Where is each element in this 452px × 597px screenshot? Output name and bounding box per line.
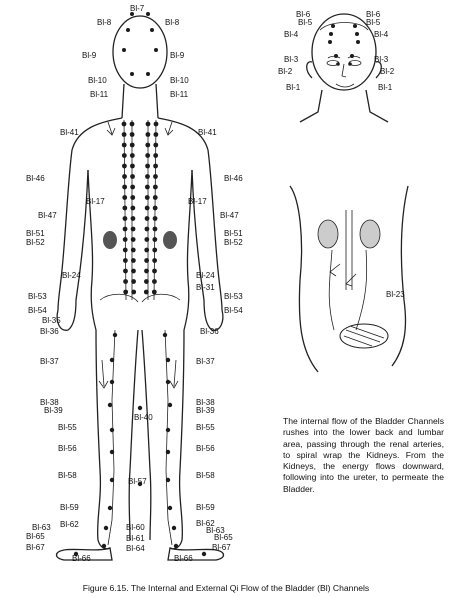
back-label-bl-9: Bl-9 — [82, 51, 97, 60]
back-label-bl-54: Bl-54 — [28, 306, 47, 315]
acupoint-dot — [166, 380, 170, 384]
acupoint-dot — [144, 290, 149, 295]
back-label-bl-64: Bl-64 — [126, 544, 145, 553]
back-label-bl-56: Bl-56 — [196, 444, 215, 453]
back-label-bl-59: Bl-59 — [196, 503, 215, 512]
acupoint-dot — [130, 164, 135, 169]
acupoint-dot — [166, 478, 170, 482]
acupoint-dot — [123, 227, 128, 232]
back-label-bl-66: Bl-66 — [174, 554, 193, 563]
back-label-bl-53: Bl-53 — [28, 292, 47, 301]
left-kidney-mark — [103, 231, 117, 249]
acupoint-dot — [130, 143, 135, 148]
acupoint-dot — [130, 174, 135, 179]
back-label-bl-62: Bl-62 — [60, 520, 79, 529]
back-label-bl-65: Bl-65 — [214, 533, 233, 542]
acupoint-dot — [145, 153, 150, 158]
acupoint-dot — [123, 258, 128, 263]
acupoint-dot — [145, 174, 150, 179]
acupoint-dot — [131, 269, 136, 274]
acupoint-dot — [110, 478, 114, 482]
acupoint-dot — [145, 206, 150, 211]
back-label-bl-36: Bl-36 — [40, 327, 59, 336]
back-label-bl-41: Bl-41 — [60, 128, 79, 137]
acupoint-dot — [123, 237, 128, 242]
acupoint-dot — [122, 122, 127, 127]
right-kidney-mark — [163, 231, 177, 249]
back-label-bl-52: Bl-52 — [224, 238, 243, 247]
acupoint-dot — [145, 227, 150, 232]
acupoint-dot — [152, 269, 157, 274]
back-label-bl-11: Bl-11 — [170, 90, 189, 99]
back-label-bl-51: Bl-51 — [26, 229, 45, 238]
acupoint-dot — [154, 122, 159, 127]
back-label-bl-59: Bl-59 — [60, 503, 79, 512]
back-label-bl-65: Bl-65 — [26, 532, 45, 541]
acupoint-dot — [146, 122, 151, 127]
acupoint-dot — [153, 227, 158, 232]
acupoint-dot — [144, 248, 149, 253]
acupoint-dot — [123, 248, 128, 253]
back-label-bl-17: Bl-17 — [188, 197, 207, 206]
head-label-bl-4: Bl-4 — [284, 30, 299, 39]
back-label-bl-51: Bl-51 — [224, 229, 243, 238]
acupoint-dot — [152, 290, 157, 295]
acupoint-dot — [172, 526, 176, 530]
internal-label-bl-23: Bl-23 — [386, 290, 405, 299]
acupoint-dot — [168, 403, 172, 407]
acupoint-dot — [153, 164, 158, 169]
acupoint-dot — [123, 269, 128, 274]
acupoint-dot — [153, 216, 158, 221]
acupoint-dot — [122, 195, 127, 200]
back-label-bl-40: Bl-40 — [134, 413, 153, 422]
back-label-bl-10: Bl-10 — [170, 76, 189, 85]
acupoint-dot — [153, 185, 158, 190]
back-label-bl-67: Bl-67 — [212, 543, 231, 552]
acupoint-dot — [174, 544, 178, 548]
acupoint-dot — [202, 552, 206, 556]
acupoint-dot — [152, 248, 157, 253]
acupoint-dot — [130, 72, 134, 76]
acupoint-dot — [152, 258, 157, 263]
back-label-bl-39: Bl-39 — [44, 406, 63, 415]
acupoint-dot — [122, 143, 127, 148]
acupoint-dot — [122, 206, 127, 211]
acupoint-dot — [130, 206, 135, 211]
back-label-bl-9: Bl-9 — [170, 51, 185, 60]
back-label-bl-41: Bl-41 — [198, 128, 217, 137]
acupoint-dot — [102, 544, 106, 548]
acupoint-dot — [150, 28, 154, 32]
acupoint-dot — [131, 216, 136, 221]
back-label-bl-37: Bl-37 — [40, 357, 59, 366]
back-label-bl-67: Bl-67 — [26, 543, 45, 552]
kidney-right — [360, 220, 380, 248]
head-label-bl-5: Bl-5 — [298, 18, 313, 27]
kidney-left — [318, 220, 338, 248]
back-label-bl-52: Bl-52 — [26, 238, 45, 247]
back-label-bl-55: Bl-55 — [58, 423, 77, 432]
description-text: The internal flow of the Bladder Channels rushes into the lower back and lumbar area, passing through the renal arteries, to spiral wrap the Kidneys. From the Kidneys, the energy flows downward, following into the ureter, to permeate the Bladder. — [283, 416, 444, 494]
head-label-bl-3: Bl-3 — [284, 55, 299, 64]
back-label-bl-60: Bl-60 — [126, 523, 145, 532]
back-label-bl-58: Bl-58 — [58, 471, 77, 480]
acupoint-dot — [144, 269, 149, 274]
back-label-bl-38: Bl-38 — [40, 398, 59, 407]
head-label-bl-3: Bl-3 — [374, 55, 389, 64]
back-label-bl-47: Bl-47 — [220, 211, 239, 220]
acupoint-dot — [122, 132, 127, 137]
acupoint-dot — [138, 406, 142, 410]
acupoint-dot — [131, 290, 136, 295]
back-label-bl-35: Bl-35 — [42, 316, 61, 325]
acupoint-dot — [108, 506, 112, 510]
acupoint-dot — [131, 227, 136, 232]
acupoint-dot — [130, 122, 135, 127]
acupoint-dot — [153, 143, 158, 148]
back-label-bl-63: Bl-63 — [206, 526, 225, 535]
head-label-bl-5: Bl-5 — [366, 18, 381, 27]
acupoint-dot — [123, 290, 128, 295]
acupoint-dot — [123, 279, 128, 284]
back-label-bl-24: Bl-24 — [62, 271, 81, 280]
back-label-bl-8: Bl-8 — [97, 18, 112, 27]
back-label-bl-62: Bl-62 — [196, 519, 215, 528]
acupoint-dot — [113, 333, 117, 337]
acupoint-dot — [145, 143, 150, 148]
acupoint-dot — [104, 526, 108, 530]
head-label-bl-2: Bl-2 — [278, 67, 293, 76]
back-label-bl-8: Bl-8 — [165, 18, 180, 27]
head-label-bl-2: Bl-2 — [380, 67, 395, 76]
acupoint-dot — [122, 174, 127, 179]
back-label-bl-54: Bl-54 — [224, 306, 243, 315]
back-label-bl-31: Bl-31 — [196, 283, 215, 292]
acupoint-dot — [153, 206, 158, 211]
acupoint-dot — [145, 195, 150, 200]
back-label-bl-37: Bl-37 — [196, 357, 215, 366]
back-label-bl-7: Bl-7 — [130, 4, 145, 13]
acupoint-dot — [145, 185, 150, 190]
acupoint-dot — [110, 428, 114, 432]
head-label-bl-6: Bl-6 — [366, 10, 381, 19]
back-label-bl-58: Bl-58 — [196, 471, 215, 480]
back-label-bl-57: Bl-57 — [128, 477, 147, 486]
back-label-bl-55: Bl-55 — [196, 423, 215, 432]
acupoint-dot — [144, 279, 149, 284]
acupoint-dot — [145, 164, 150, 169]
acupoint-dot — [166, 450, 170, 454]
acupoint-dot — [130, 153, 135, 158]
back-label-bl-63: Bl-63 — [32, 523, 51, 532]
acupoint-dot — [146, 72, 150, 76]
acupoint-dot — [122, 185, 127, 190]
head-label-bl-4: Bl-4 — [374, 30, 389, 39]
acupoint-dot — [130, 195, 135, 200]
back-label-bl-38: Bl-38 — [196, 398, 215, 407]
acupoint-dot — [126, 28, 130, 32]
acupoint-dot — [144, 258, 149, 263]
acupoint-dot — [144, 237, 149, 242]
acupoint-dot — [153, 153, 158, 158]
acupoint-dot — [130, 185, 135, 190]
acupoint-dot — [153, 132, 158, 137]
back-label-bl-47: Bl-47 — [38, 211, 57, 220]
acupoint-dot — [110, 450, 114, 454]
back-label-bl-36: Bl-36 — [200, 327, 219, 336]
acupoint-dot — [146, 12, 150, 16]
acupoint-dot — [108, 403, 112, 407]
back-label-bl-24: Bl-24 — [196, 271, 215, 280]
back-label-bl-66: Bl-66 — [72, 554, 91, 563]
acupoint-dot — [152, 279, 157, 284]
acupoint-dot — [123, 216, 128, 221]
head-label-bl-1: Bl-1 — [378, 83, 393, 92]
acupoint-dot — [110, 380, 114, 384]
acupoint-dot — [163, 333, 167, 337]
head-label-bl-6: Bl-6 — [296, 10, 311, 19]
back-label-bl-46: Bl-46 — [26, 174, 45, 183]
back-label-bl-53: Bl-53 — [224, 292, 243, 301]
acupoint-dot — [154, 48, 158, 52]
acupoint-dot — [152, 237, 157, 242]
acupoint-dot — [145, 132, 150, 137]
acupoint-dot — [131, 237, 136, 242]
acupoint-dot — [122, 164, 127, 169]
acupoint-dot — [131, 258, 136, 263]
acupoint-dot — [166, 428, 170, 432]
back-label-bl-56: Bl-56 — [58, 444, 77, 453]
back-label-bl-11: Bl-11 — [90, 90, 109, 99]
acupoint-dot — [153, 174, 158, 179]
acupoint-dot — [131, 279, 136, 284]
acupoint-dot — [168, 506, 172, 510]
acupoint-dot — [166, 358, 170, 362]
acupoint-dot — [122, 48, 126, 52]
acupoint-dot — [145, 216, 150, 221]
acupoint-dot — [131, 248, 136, 253]
back-label-bl-17: Bl-17 — [86, 197, 105, 206]
acupoint-dot — [122, 153, 127, 158]
acupoint-dot — [130, 132, 135, 137]
back-label-bl-46: Bl-46 — [224, 174, 243, 183]
internal-view-figure — [290, 186, 408, 372]
acupoint-dot — [110, 358, 114, 362]
back-label-bl-10: Bl-10 — [88, 76, 107, 85]
back-label-bl-39: Bl-39 — [196, 406, 215, 415]
acupoint-dot — [153, 195, 158, 200]
figure-caption: Figure 6.15. The Internal and External Qi Flow of the Bladder (Bl) Channels — [82, 583, 370, 593]
back-label-bl-61: Bl-61 — [126, 534, 145, 543]
head-label-bl-1: Bl-1 — [286, 83, 301, 92]
